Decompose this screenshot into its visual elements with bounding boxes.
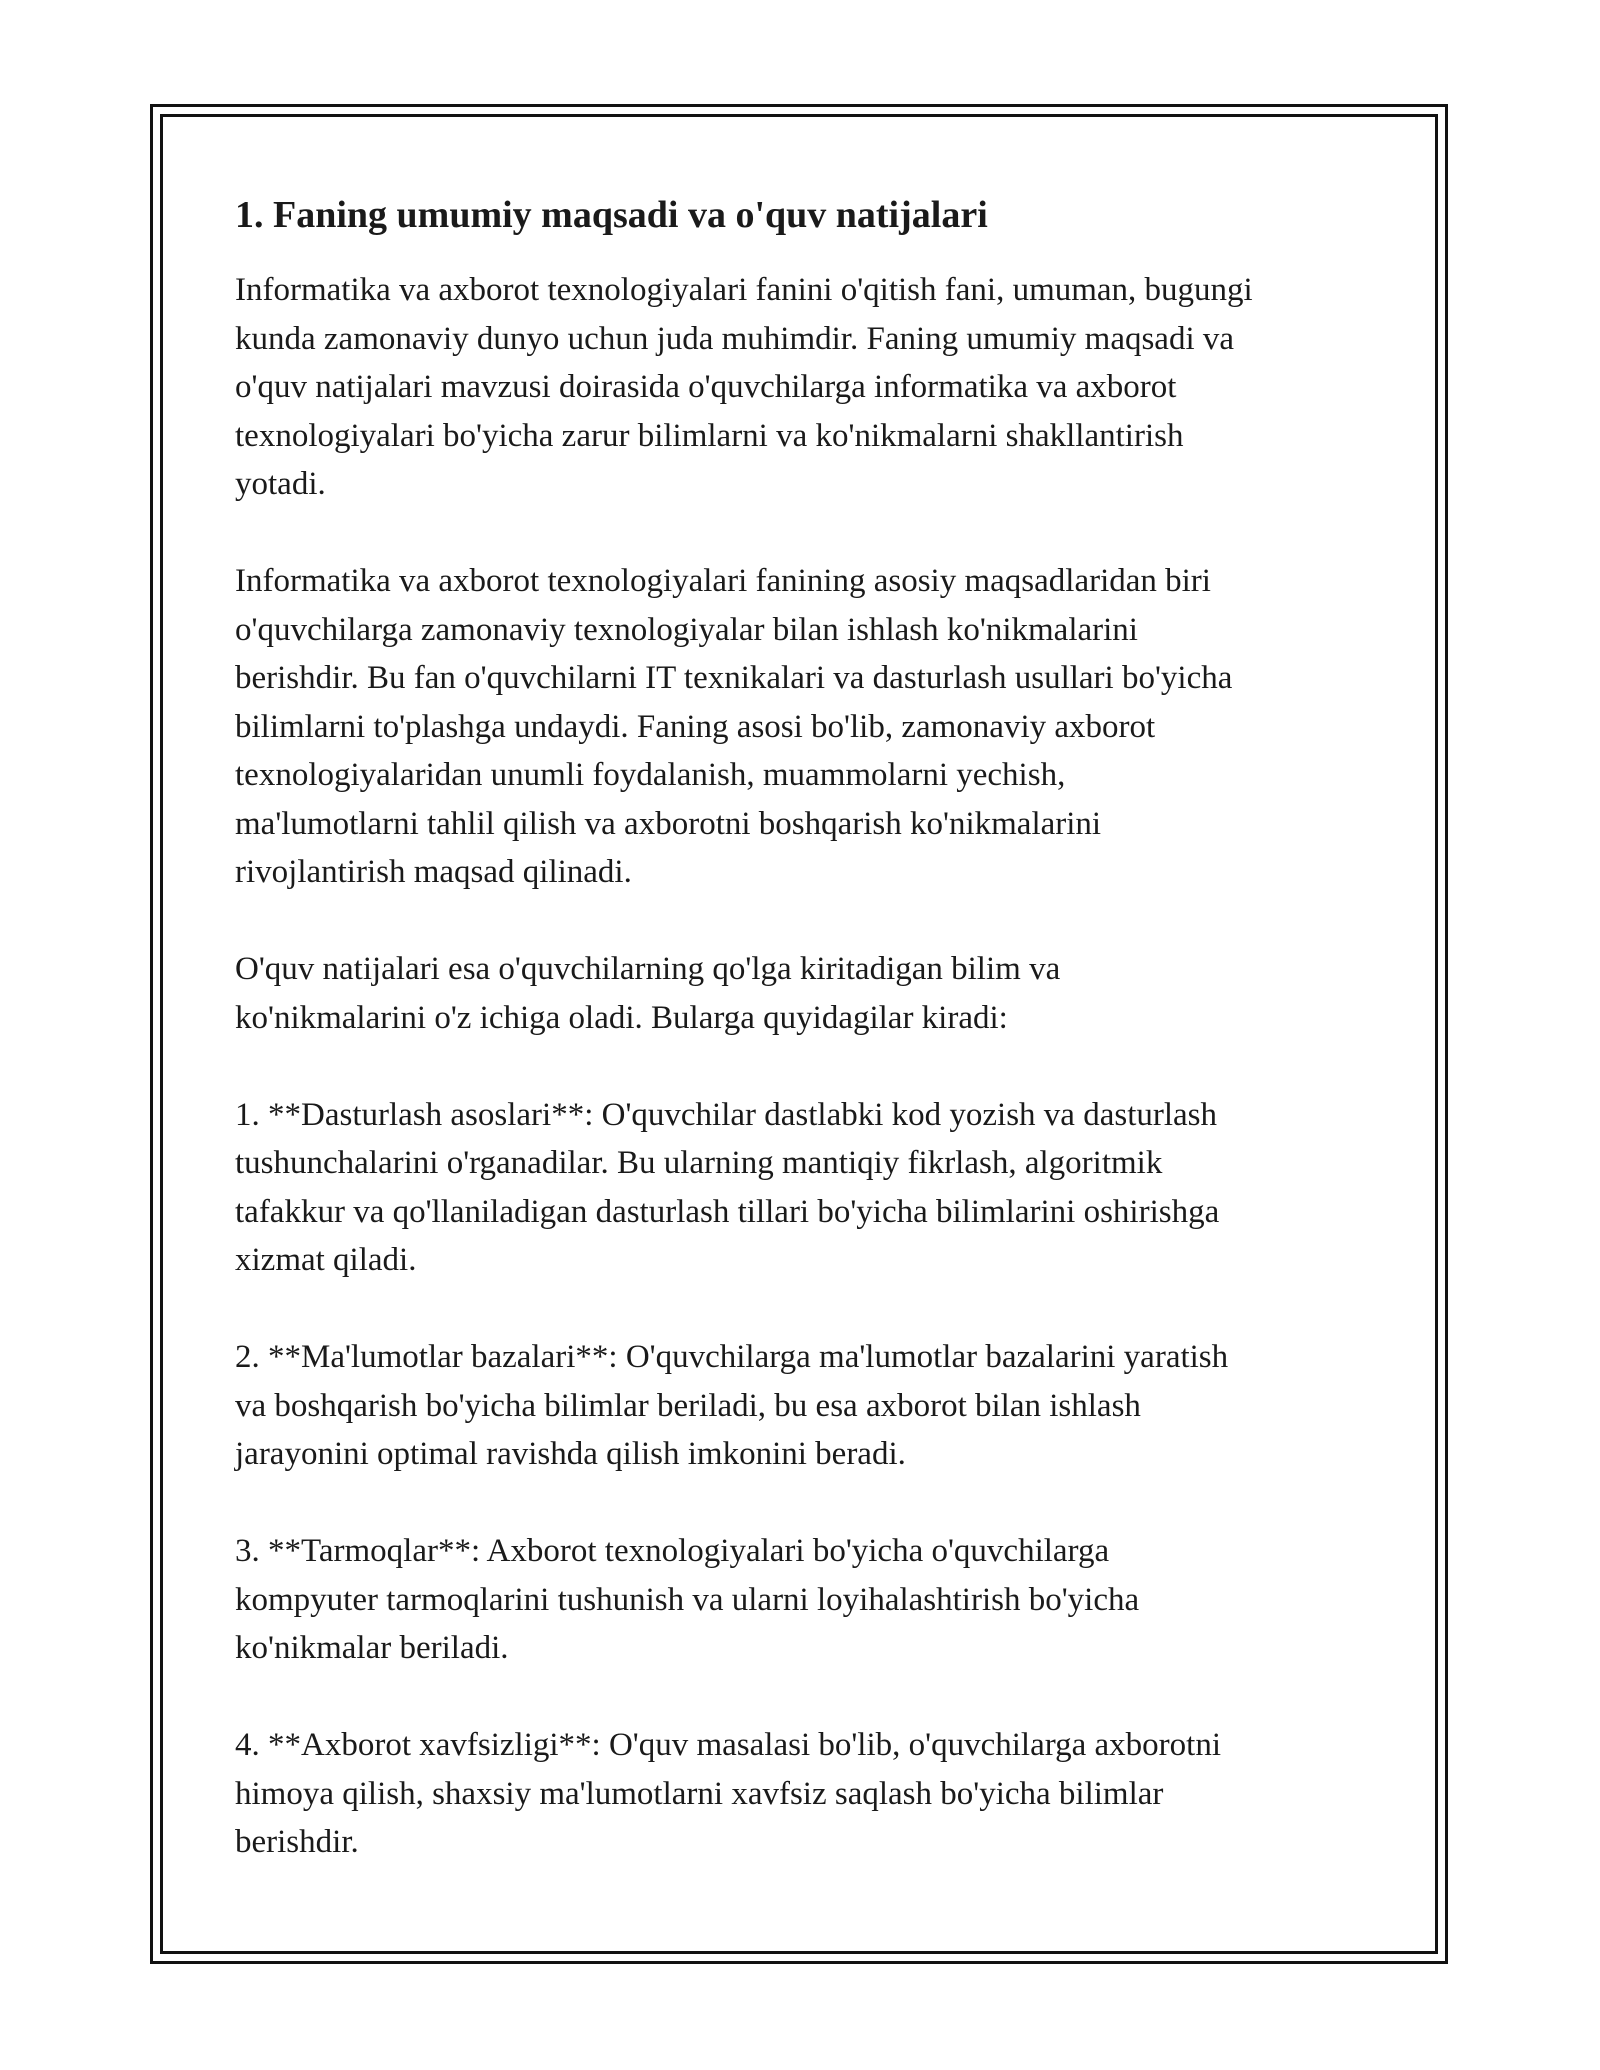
document-body xyxy=(235,186,1375,1915)
list-item-programming: 1. **Dasturlash asoslari**: O'quvchilar dastlabki kod yozish va dasturlash tushunchalarini o'rganadilar. Bu ularning mantiqiy fikrlash, algoritmik tafakkur va qo'llaniladigan dasturlash tillari bo'yicha bilimlarini oshirishga xizmat qiladi. xyxy=(235,1096,1220,1278)
list-item-databases: 2. **Ma'lumotlar bazalari**: O'quvchilarga ma'lumotlar bazalarini yaratish va boshqarish bo'yicha bilimlar beriladi, bu esa axborot bilan ishlash jarayonini optimal ravishda qilish imkonini beradi. xyxy=(235,1339,1229,1472)
section-heading: 1. Faning umumiy maqsadi va o'quv natijalari xyxy=(235,194,988,236)
list-item-networks: 3. **Tarmoqlar**: Axborot texnologiyalari bo'yicha o'quvchilarga kompyuter tarmoqlarini tushunish va ularni loyihalashtirish bo'yicha ko'nikmalar beriladi. xyxy=(235,1533,1140,1666)
outcomes-paragraph: O'quv natijalari esa o'quvchilarning qo'lga kiritadigan bilim va ko'nikmalarini o'z ichiga oladi. Bularga quyidagilar kiradi: xyxy=(235,951,1061,1036)
goals-paragraph: Informatika va axborot texnologiyalari fanining asosiy maqsadlaridan biri o'quvchilarga zamonaviy texnologiyalar bilan ishlash ko'nikmalarini berishdir. Bu fan o'quvchilarni IT texnikalari va dasturlash usullari bo'yicha bilimlarni to'plashga undaydi. Faning asosi bo'lib, zamonaviy axborot texnologiyalaridan unumli foydalanish, muammolarni yechish, ma'lumotlarni tahlil qilish va axborotni boshqarish ko'nikmalarini rivojlantirish maqsad qilinadi. xyxy=(235,563,1233,890)
intro-paragraph: Informatika va axborot texnologiyalari fanini o'qitish fani, umuman, bugungi kunda zamonaviy dunyo uchun juda muhimdir. Faning umumiy maqsadi va o'quv natijalari mavzusi doirasida o'quvchilarga informatika va axborot texnologiyalari bo'yicha zarur bilimlarni va ko'nikmalarni shakllantirish yotadi. xyxy=(235,272,1253,502)
list-item-security: 4. **Axborot xavfsizligi**: O'quv masalasi bo'lib, o'quvchilarga axborotni himoya qilish, shaxsiy ma'lumotlarni xavfsiz saqlash bo'yicha bilimlar berishdir. xyxy=(235,1727,1221,1860)
